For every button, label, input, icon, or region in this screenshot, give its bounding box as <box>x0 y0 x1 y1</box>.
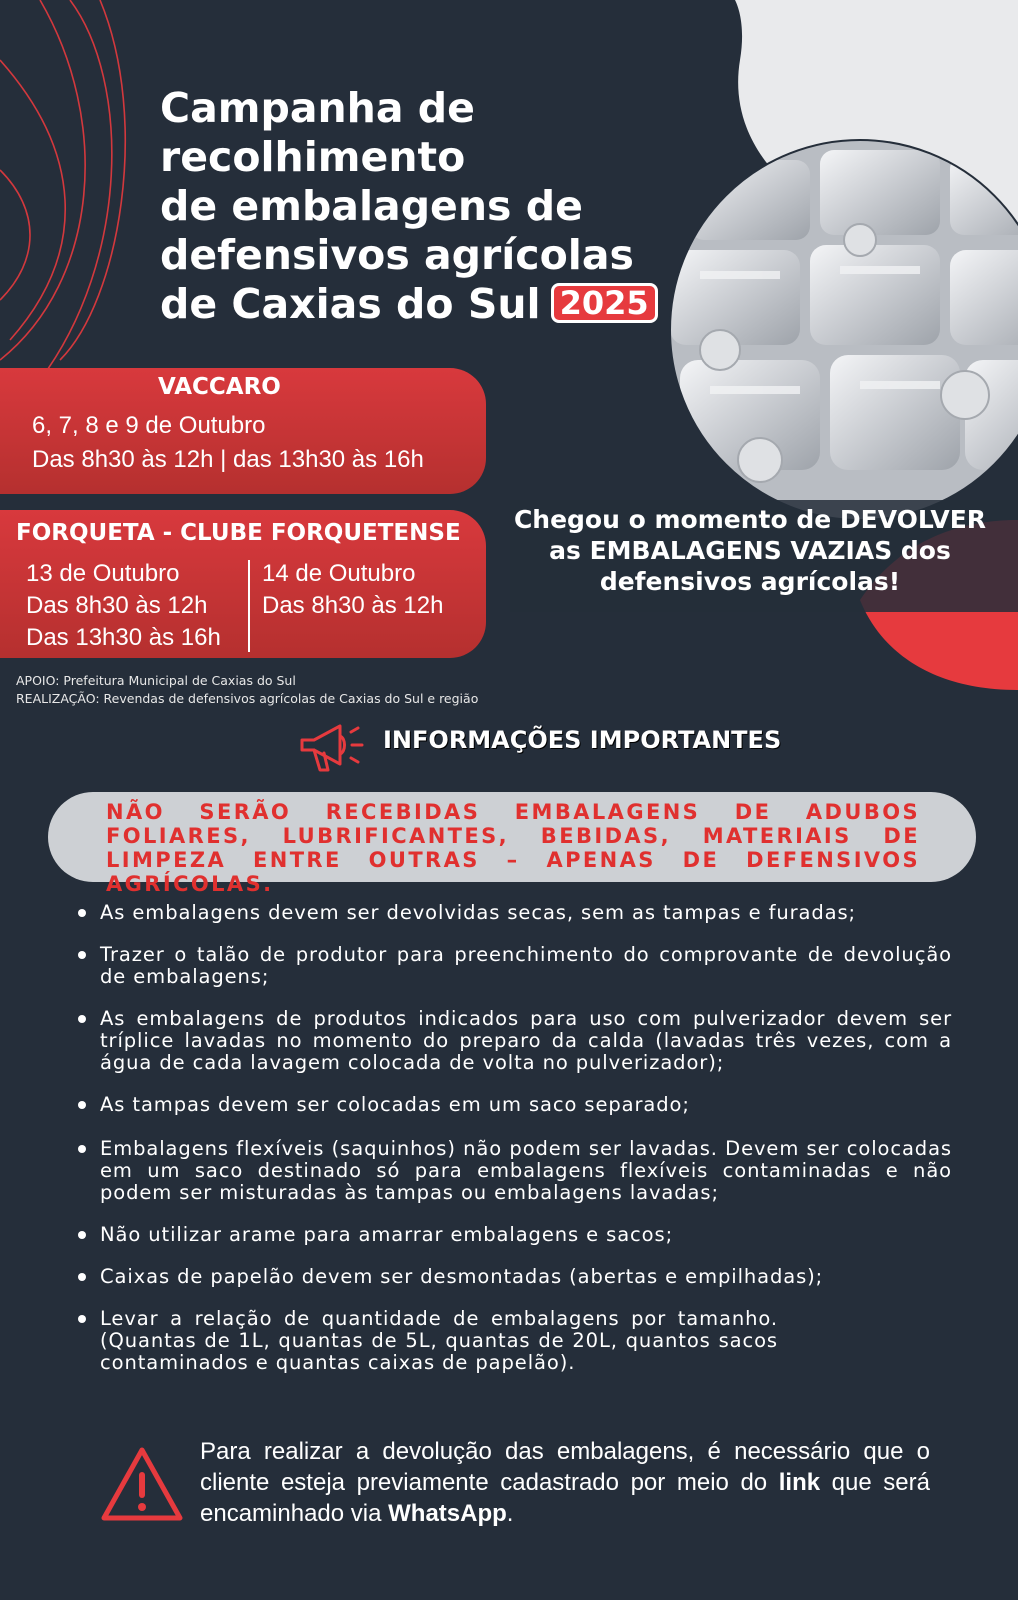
bullet-icon <box>78 909 86 917</box>
year-badge: 2025 <box>551 283 658 323</box>
list-item <box>78 902 952 924</box>
forqueta-day1-afternoon: Das 13h30 às 16h <box>26 624 221 651</box>
bullet-icon <box>78 1145 86 1153</box>
forqueta-divider <box>248 560 250 652</box>
list-item-text: As embalagens devem ser devolvidas secas, sem as tampas e furadas; <box>100 901 857 924</box>
note-part-1: Para realizar a devolução das embalagens, é necessário que o cliente esteja previamente cadastrado por meio do <box>200 1438 930 1496</box>
link-word: link <box>778 1469 821 1496</box>
megaphone-icon <box>296 718 376 778</box>
credits-apoio: APOIO: Prefeitura Municipal de Caxias do Sul <box>16 673 296 688</box>
forqueta-day1-morning: Das 8h30 às 12h <box>26 592 208 619</box>
list-item <box>78 1266 952 1288</box>
bullet-icon <box>78 1273 86 1281</box>
warning-triangle-icon <box>100 1446 184 1522</box>
note-end: . <box>506 1500 514 1527</box>
list-item-text: Caixas de papelão devem ser desmontadas (abertas e empilhadas); <box>100 1265 824 1288</box>
list-item-text: Embalagens flexíveis (saquinhos) não podem ser lavadas. Devem ser colocadas em um saco destinado só para embalagens flexíveis contaminadas e não podem ser misturadas às tampas ou embalagens lavadas; <box>100 1137 952 1204</box>
list-item <box>78 1008 952 1074</box>
registration-note <box>200 1436 930 1529</box>
vaccaro-name: VACCARO <box>158 374 281 400</box>
list-item <box>78 1224 952 1246</box>
vaccaro-hours: Das 8h30 às 12h | das 13h30 às 16h <box>32 446 424 473</box>
vaccaro-schedule-box <box>0 368 486 494</box>
title-line-2: recolhimento <box>160 133 466 181</box>
title-line-5-text: de Caxias do Sul <box>160 280 541 328</box>
list-item-text: As tampas devem ser colocadas em um saco separado; <box>100 1093 690 1116</box>
title-line-1: Campanha de <box>160 84 475 132</box>
bullet-icon <box>78 1231 86 1239</box>
list-item-text: Trazer o talão de produtor para preenchimento do comprovante de devolução de embalagens; <box>100 943 952 988</box>
red-arc-lines <box>0 0 125 380</box>
bullet-icon <box>78 1101 86 1109</box>
bullet-icon <box>78 951 86 959</box>
title-line-4: defensivos agrícolas <box>160 231 634 279</box>
forqueta-day2-morning: Das 8h30 às 12h <box>262 592 444 619</box>
campaign-title <box>160 84 680 329</box>
forqueta-name: FORQUETA - CLUBE FORQUETENSE <box>16 520 461 546</box>
slogan <box>490 504 1010 597</box>
slogan-line-3: defensivos agrícolas! <box>599 567 901 596</box>
list-item <box>78 1308 778 1374</box>
list-item <box>78 1094 952 1116</box>
bullet-icon <box>78 1315 86 1323</box>
info-title: INFORMAÇÕES IMPORTANTES <box>383 726 782 754</box>
vaccaro-dates: 6, 7, 8 e 9 de Outubro <box>32 412 266 439</box>
forqueta-day1-date: 13 de Outubro <box>26 560 180 587</box>
warning-text: NÃO SERÃO RECEBIDAS EMBALAGENS DE ADUBOS FOLIARES, LUBRIFICANTES, BEBIDAS, MATERIAIS DE LIMPEZA ENTRE OUTRAS – APENAS DE DEFENSIVOS AGRÍCOLAS. <box>106 800 920 896</box>
bullet-icon <box>78 1015 86 1023</box>
whatsapp-word: WhatsApp <box>388 1500 507 1527</box>
list-item-text: As embalagens de produtos indicados para uso com pulverizador devem ser tríplice lavadas no momento do preparo da calda (lavadas três vezes, com a água de cada lavagem colocada de volta no pulverizador); <box>100 1007 952 1074</box>
list-item <box>78 1138 952 1204</box>
list-item <box>78 944 952 988</box>
note-part-2: que será encaminhado via <box>200 1469 930 1527</box>
forqueta-day2-date: 14 de Outubro <box>262 560 416 587</box>
title-line-3: de embalagens de <box>160 182 583 230</box>
forqueta-schedule-box <box>0 510 486 658</box>
list-item-text: Não utilizar arame para amarrar embalagens e sacos; <box>100 1223 674 1246</box>
slogan-line-1: Chegou o momento de DEVOLVER <box>513 505 987 534</box>
containers-photo <box>660 130 1018 530</box>
credits-realizacao: REALIZAÇÃO: Revendas de defensivos agrícolas de Caxias do Sul e região <box>16 691 479 706</box>
slogan-line-2: as EMBALAGENS VAZIAS dos <box>549 536 951 565</box>
list-item-text: Levar a relação de quantidade de embalagens por tamanho. (Quantas de 1L, quantas de 5L, quantas de 20L, quantos sacos contaminados e quantas caixas de papelão). <box>100 1307 778 1374</box>
title-line-5 <box>160 280 680 329</box>
